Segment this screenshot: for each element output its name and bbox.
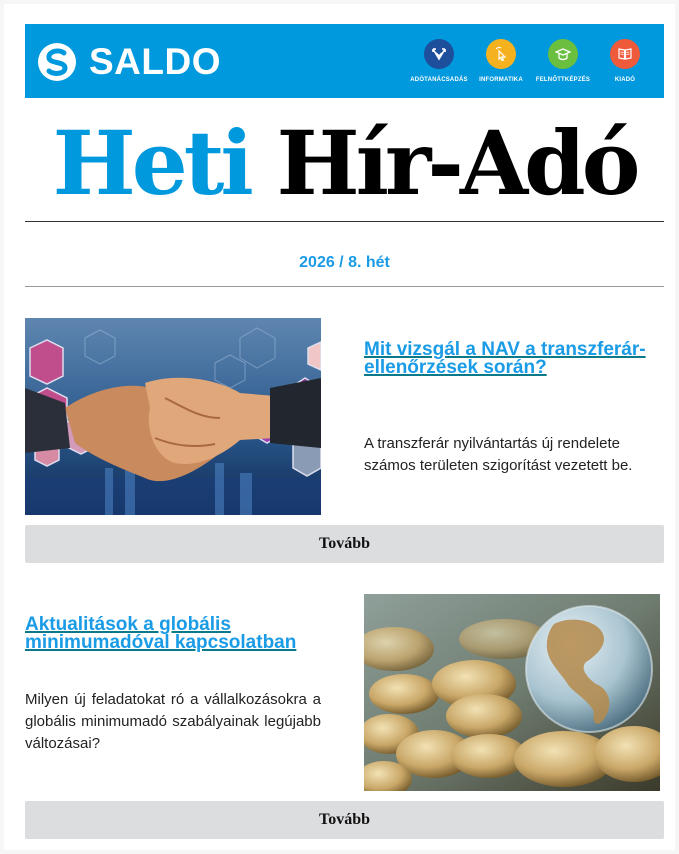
divider <box>25 286 664 287</box>
cursor-click-icon <box>486 39 516 69</box>
globe-coins-image[interactable] <box>364 594 660 791</box>
nav-item-adotanacsadas[interactable] <box>408 39 470 83</box>
nav-item-felnottkepzes[interactable] <box>532 39 594 83</box>
graduation-cap-icon <box>548 39 578 69</box>
newsletter-title <box>25 111 664 215</box>
article-title-link[interactable]: Mit vizsgál a NAV a transzferár-ellenőrzések során? <box>364 339 646 378</box>
saldo-logo[interactable] <box>37 40 221 84</box>
divider <box>25 221 664 222</box>
title-word-hir-ado: Hír-Adó <box>276 111 637 215</box>
handshake-image[interactable] <box>25 318 321 515</box>
article-lead: Milyen új feladatokat ró a vállalkozásokra a globális minimumadó szabályainak legújabb változásai? <box>25 691 321 752</box>
read-more-button[interactable]: Tovább <box>25 801 664 839</box>
saldo-logo-icon <box>37 42 77 82</box>
open-book-icon <box>610 39 640 69</box>
service-nav <box>408 39 656 83</box>
arrows-icon <box>424 39 454 69</box>
nav-item-informatika[interactable] <box>470 39 532 83</box>
newsletter-page <box>4 4 675 850</box>
nav-label: FELNŐTTKÉPZÉS <box>535 77 591 83</box>
title-word-heti: Heti <box>52 111 250 215</box>
article-title-link[interactable]: Aktualitások a globális minimumadóval kapcsolatban <box>25 614 297 653</box>
brand-header <box>25 24 664 98</box>
issue-week: 2026 / 8. hét <box>299 254 390 271</box>
article-lead: A transzferár nyilvántartás új rendelete számos területen szigorítást vezetett be. <box>364 435 633 474</box>
brand-name: SALDO <box>89 41 221 82</box>
nav-label: INFORMATIKA <box>479 77 523 83</box>
nav-label: KIADÓ <box>614 77 636 83</box>
nav-item-kiado[interactable] <box>594 39 656 83</box>
nav-label: ADÓTANÁCSADÁS <box>410 77 468 83</box>
read-more-button[interactable]: Tovább <box>25 525 664 563</box>
